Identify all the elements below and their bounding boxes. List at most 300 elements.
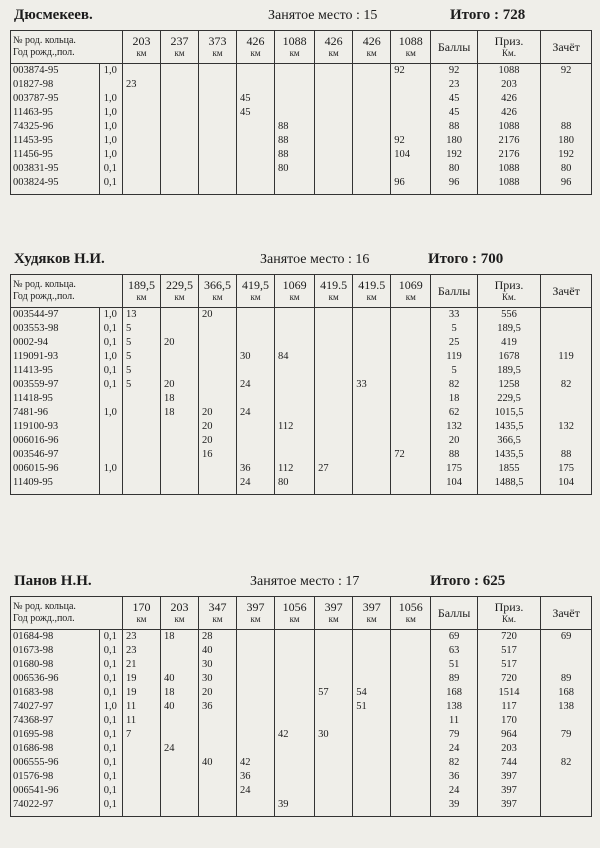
year-sex [99, 392, 122, 406]
stage-points [353, 784, 391, 798]
stage-points: 80 [275, 162, 315, 176]
total-points: 168 [431, 686, 477, 700]
stage-points: 11 [122, 714, 160, 728]
stage-points [315, 322, 353, 336]
stage-points [353, 742, 391, 756]
stage-points [353, 798, 391, 817]
total-label: Итого : 728 [450, 7, 526, 23]
table-row [11, 336, 592, 350]
stage-points [275, 106, 315, 120]
credit-value: 168 [541, 686, 592, 700]
stage-points [391, 630, 431, 645]
distance-header [353, 275, 391, 308]
stage-points [391, 350, 431, 364]
stage-points [315, 378, 353, 392]
table-row [11, 448, 592, 462]
table-row [11, 728, 592, 742]
year-sex: 1,0 [99, 462, 122, 476]
stage-points: 21 [122, 658, 160, 672]
stage-points [391, 728, 431, 742]
stage-points [122, 148, 160, 162]
stage-points [199, 134, 237, 148]
distance-value: 1056 [398, 600, 423, 614]
table-row [11, 322, 592, 336]
prize-km: 744 [477, 756, 540, 770]
stage-points: 19 [122, 672, 160, 686]
stage-points: 88 [275, 148, 315, 162]
stage-points [391, 714, 431, 728]
ring-number: 11413-95 [11, 364, 100, 378]
stage-points [122, 798, 160, 817]
stage-points [353, 644, 391, 658]
ring-number: 7481-96 [11, 406, 100, 420]
stage-points: 57 [315, 686, 353, 700]
stage-points [160, 420, 198, 434]
stage-points [315, 476, 353, 495]
year-sex [99, 448, 122, 462]
stage-points: 18 [160, 630, 198, 645]
stage-points: 20 [160, 336, 198, 350]
stage-points [199, 336, 237, 350]
stage-points: 30 [199, 672, 237, 686]
total-points: 5 [431, 364, 477, 378]
stage-points: 42 [275, 728, 315, 742]
stage-points [391, 784, 431, 798]
credit-value [541, 322, 592, 336]
stage-points: 5 [122, 378, 160, 392]
ring-year-header [11, 31, 123, 64]
stage-points [237, 672, 275, 686]
table-row [11, 714, 592, 728]
stage-points [199, 162, 237, 176]
prize-km: 2176 [477, 134, 540, 148]
stage-points [160, 134, 198, 148]
stage-points: 16 [199, 448, 237, 462]
prize-km: 1855 [477, 462, 540, 476]
ring-number: 003874-95 [11, 64, 100, 79]
stage-points [275, 378, 315, 392]
credit-value: 119 [541, 350, 592, 364]
year-sex: 1,0 [99, 148, 122, 162]
stage-points [315, 364, 353, 378]
stage-points [353, 64, 391, 79]
stage-points [237, 448, 275, 462]
stage-points [315, 700, 353, 714]
stage-points: 45 [237, 106, 275, 120]
distance-value: 1088 [398, 34, 423, 48]
ring-number: 01683-98 [11, 686, 100, 700]
stage-points: 40 [160, 700, 198, 714]
total-points: 80 [431, 162, 477, 176]
ring-number: 74027-97 [11, 700, 100, 714]
table-row [11, 350, 592, 364]
stage-points: 42 [237, 756, 275, 770]
stage-points [353, 92, 391, 106]
year-sex [99, 420, 122, 434]
credit-value [541, 798, 592, 817]
stage-points: 24 [237, 406, 275, 420]
table-row [11, 756, 592, 770]
stage-points [237, 798, 275, 817]
stage-points [353, 322, 391, 336]
km-label: Км. [502, 292, 516, 302]
stage-points [160, 162, 198, 176]
distance-unit: км [250, 48, 261, 58]
total-label: Итого : 625 [430, 573, 506, 589]
header-row [11, 597, 592, 630]
distance-unit: км [328, 48, 339, 58]
distance-unit: км [289, 614, 300, 624]
stage-points [315, 392, 353, 406]
stage-points [199, 106, 237, 120]
total-points: 104 [431, 476, 477, 495]
stage-points: 84 [275, 350, 315, 364]
total-points: 138 [431, 700, 477, 714]
prize-km: 1258 [477, 378, 540, 392]
ring-number: 01576-98 [11, 770, 100, 784]
stage-points [237, 308, 275, 323]
credit-value: 80 [541, 162, 592, 176]
stage-points [391, 476, 431, 495]
stage-points [391, 742, 431, 756]
credit-value: 88 [541, 448, 592, 462]
table-row [11, 700, 592, 714]
distance-header [315, 31, 353, 64]
table-row [11, 658, 592, 672]
table-row [11, 630, 592, 645]
stage-points [199, 728, 237, 742]
year-sex: 1,0 [99, 120, 122, 134]
stage-points: 11 [122, 700, 160, 714]
year-sex: 0,1 [99, 378, 122, 392]
stage-points [160, 148, 198, 162]
stage-points [275, 64, 315, 79]
credit-value [541, 742, 592, 756]
table-row [11, 476, 592, 495]
stage-points [391, 406, 431, 420]
stage-points: 30 [237, 350, 275, 364]
prize-km: 2176 [477, 148, 540, 162]
prize-km: 426 [477, 92, 540, 106]
stage-points [315, 672, 353, 686]
distance-unit: км [366, 48, 377, 58]
stage-points [275, 700, 315, 714]
stage-points [353, 308, 391, 323]
distance-unit: км [366, 614, 377, 624]
prize-km: 517 [477, 658, 540, 672]
stage-points: 36 [237, 462, 275, 476]
distance-unit: км [174, 48, 185, 58]
stage-points [122, 784, 160, 798]
points-header [431, 275, 477, 308]
table-row [11, 392, 592, 406]
total-points: 18 [431, 392, 477, 406]
stage-points [237, 714, 275, 728]
stage-points [160, 756, 198, 770]
distance-unit: км [174, 292, 185, 302]
credit-value: 192 [541, 148, 592, 162]
distance-unit: км [289, 292, 300, 302]
distance-header [315, 597, 353, 630]
distance-value: 229,5 [165, 278, 193, 292]
table-row [11, 134, 592, 148]
credit-value: 96 [541, 176, 592, 195]
credit-value [541, 658, 592, 672]
credit-value [541, 92, 592, 106]
total-points: 20 [431, 434, 477, 448]
prize-label: Приз. [494, 34, 524, 48]
prize-km: 189,5 [477, 364, 540, 378]
total-points: 33 [431, 308, 477, 323]
stage-points [122, 92, 160, 106]
distance-value: 373 [208, 34, 227, 48]
section-dyusmekeev [10, 4, 592, 195]
stage-points [122, 120, 160, 134]
prize-km: 1088 [477, 64, 540, 79]
prize-km-header [477, 31, 540, 64]
ring-number-label: № род. кольца. [13, 35, 76, 46]
year-sex: 0,1 [99, 176, 122, 195]
table-row [11, 742, 592, 756]
stage-points [353, 148, 391, 162]
stage-points [199, 770, 237, 784]
ring-number: 11418-95 [11, 392, 100, 406]
table-row [11, 686, 592, 700]
distance-header [122, 275, 160, 308]
stage-points [275, 78, 315, 92]
stage-points [237, 420, 275, 434]
stage-points [353, 434, 391, 448]
total-points: 175 [431, 462, 477, 476]
birth-year-label: Год рожд.,пол. [13, 291, 75, 302]
stage-points [391, 92, 431, 106]
points-header [431, 31, 477, 64]
distance-header [160, 31, 198, 64]
stage-points [391, 120, 431, 134]
credit-value [541, 336, 592, 350]
prize-label: Приз. [494, 600, 524, 614]
stage-points [315, 420, 353, 434]
stage-points: 96 [391, 176, 431, 195]
stage-points: 23 [122, 644, 160, 658]
credit-value [541, 784, 592, 798]
ring-number: 11456-95 [11, 148, 100, 162]
stage-points [315, 714, 353, 728]
distance-value: 419,5 [242, 278, 270, 292]
total-points: 39 [431, 798, 477, 817]
stage-points [275, 714, 315, 728]
stage-points [391, 420, 431, 434]
stage-points [237, 364, 275, 378]
prize-km: 1435,5 [477, 448, 540, 462]
stage-points [391, 770, 431, 784]
distance-header [237, 31, 275, 64]
distance-value: 426 [324, 34, 343, 48]
stage-points [122, 64, 160, 79]
stage-points: 92 [391, 64, 431, 79]
stage-points [275, 742, 315, 756]
distance-unit: км [405, 48, 416, 58]
ring-number: 003824-95 [11, 176, 100, 195]
table-row [11, 406, 592, 420]
year-sex: 0,1 [99, 714, 122, 728]
ring-number: 003544-97 [11, 308, 100, 323]
stage-points [199, 148, 237, 162]
prize-km: 426 [477, 106, 540, 120]
distance-unit: км [136, 292, 147, 302]
year-sex: 0,1 [99, 770, 122, 784]
stage-points [353, 630, 391, 645]
credit-value: 82 [541, 378, 592, 392]
distance-value: 397 [362, 600, 381, 614]
table-row [11, 672, 592, 686]
stage-points [122, 462, 160, 476]
credit-value: 175 [541, 462, 592, 476]
distance-header [275, 275, 315, 308]
stage-points [199, 120, 237, 134]
total-points: 45 [431, 106, 477, 120]
stage-points [391, 672, 431, 686]
distance-unit: км [250, 292, 261, 302]
year-sex: 0,1 [99, 644, 122, 658]
results-table [10, 30, 592, 195]
points-label: Баллы [437, 284, 471, 298]
stage-points: 36 [237, 770, 275, 784]
stage-points [353, 364, 391, 378]
total-points: 5 [431, 322, 477, 336]
distance-unit: км [328, 614, 339, 624]
stage-points [237, 336, 275, 350]
distance-header [160, 275, 198, 308]
total-points: 11 [431, 714, 477, 728]
section-header [10, 570, 592, 596]
ring-number: 003559-97 [11, 378, 100, 392]
prize-km: 1088 [477, 176, 540, 195]
stage-points [275, 392, 315, 406]
header-row [11, 31, 592, 64]
distance-value: 426 [362, 34, 381, 48]
prize-km: 1088 [477, 120, 540, 134]
stage-points [199, 742, 237, 756]
year-sex: 0,1 [99, 322, 122, 336]
prize-km: 1488,5 [477, 476, 540, 495]
stage-points [315, 106, 353, 120]
year-sex: 0,1 [99, 798, 122, 817]
year-sex [99, 476, 122, 495]
stage-points [353, 162, 391, 176]
stage-points: 27 [315, 462, 353, 476]
year-sex: 1,0 [99, 64, 122, 79]
total-points: 36 [431, 770, 477, 784]
ring-number: 01686-98 [11, 742, 100, 756]
ring-number: 01684-98 [11, 630, 100, 645]
table-row [11, 120, 592, 134]
stage-points [237, 630, 275, 645]
stage-points [353, 448, 391, 462]
stage-points [353, 476, 391, 495]
stage-points [315, 308, 353, 323]
km-label: Км. [502, 614, 516, 624]
stage-points [160, 448, 198, 462]
stage-points [275, 644, 315, 658]
distance-value: 419.5 [358, 278, 386, 292]
stage-points: 24 [237, 378, 275, 392]
fancier-name: Панов Н.Н. [14, 573, 92, 589]
stage-points [199, 462, 237, 476]
stage-points [275, 322, 315, 336]
stage-points [237, 162, 275, 176]
distance-value: 397 [324, 600, 343, 614]
stage-points [160, 64, 198, 79]
stage-points [353, 756, 391, 770]
points-label: Баллы [437, 40, 471, 54]
distance-header [199, 31, 237, 64]
stage-points [315, 64, 353, 79]
stage-points: 5 [122, 350, 160, 364]
ring-number: 74022-97 [11, 798, 100, 817]
distance-unit: км [289, 48, 300, 58]
prize-km: 964 [477, 728, 540, 742]
ring-number: 006536-96 [11, 672, 100, 686]
year-sex: 0,1 [99, 728, 122, 742]
stage-points [199, 714, 237, 728]
stage-points [275, 406, 315, 420]
stage-points [315, 336, 353, 350]
section-header [10, 248, 592, 274]
total-points: 82 [431, 378, 477, 392]
ring-number: 11453-95 [11, 134, 100, 148]
stage-points [237, 700, 275, 714]
table-row [11, 308, 592, 323]
stage-points: 36 [199, 700, 237, 714]
year-sex: 0,1 [99, 672, 122, 686]
table-row [11, 106, 592, 120]
stage-points [353, 350, 391, 364]
credit-header [541, 31, 592, 64]
stage-points [353, 176, 391, 195]
distance-header [237, 597, 275, 630]
stage-points [160, 770, 198, 784]
ring-number: 74368-97 [11, 714, 100, 728]
credit-value: 88 [541, 120, 592, 134]
prize-km: 189,5 [477, 322, 540, 336]
table-row [11, 162, 592, 176]
stage-points [160, 784, 198, 798]
ring-number: 003831-95 [11, 162, 100, 176]
stage-points: 51 [353, 700, 391, 714]
stage-points [237, 434, 275, 448]
stage-points [315, 658, 353, 672]
ring-number: 01695-98 [11, 728, 100, 742]
stage-points [391, 392, 431, 406]
stage-points [275, 784, 315, 798]
stage-points [315, 798, 353, 817]
table-row [11, 176, 592, 195]
prize-km: 1514 [477, 686, 540, 700]
ring-number: 11409-95 [11, 476, 100, 495]
distance-value: 237 [170, 34, 189, 48]
prize-km: 366,5 [477, 434, 540, 448]
stage-points [122, 420, 160, 434]
prize-km: 720 [477, 672, 540, 686]
total-points: 63 [431, 644, 477, 658]
distance-unit: км [136, 614, 147, 624]
stage-points [353, 406, 391, 420]
distance-value: 366,5 [204, 278, 231, 292]
stage-points: 19 [122, 686, 160, 700]
stage-points [237, 392, 275, 406]
credit-value: 104 [541, 476, 592, 495]
